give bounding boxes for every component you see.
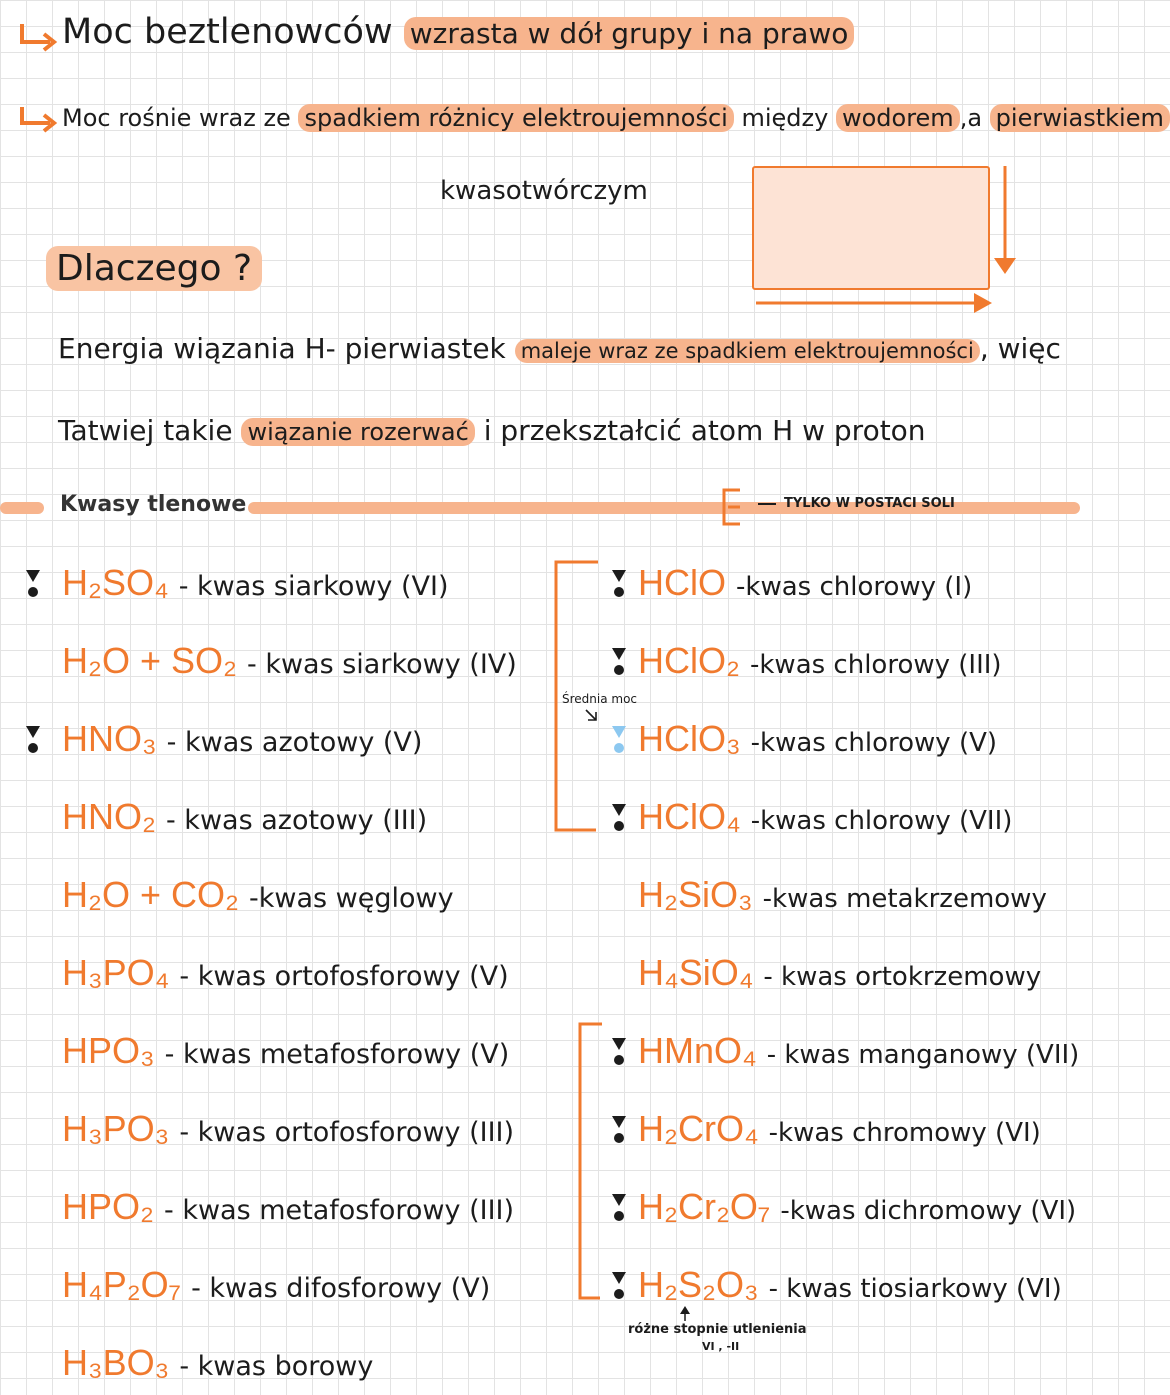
oxidation-states-note: różne stopnie utlenienia [628, 1322, 807, 1337]
header-line-2-between: między [741, 104, 829, 132]
left-acid-name: - kwas ortofosforowy (V) [179, 961, 509, 992]
header-line-1-prefix: Moc beztlenowców [62, 12, 393, 52]
section-divider-left [0, 502, 44, 514]
left-acid-name: - kwas difosforowy (V) [191, 1273, 491, 1304]
bullet-icon [612, 648, 626, 678]
left-acid-formula: H₂SO₄ [62, 562, 169, 603]
header-arrow-2 [16, 105, 60, 139]
header-line-2-highlight-difference: spadkiem różnicy elektroujemności [298, 104, 733, 132]
left-acid-row [62, 796, 427, 838]
right-acid-name: - kwas tiosiarkowy (VI) [768, 1274, 1062, 1304]
left-acid-formula: H₂O + CO₂ [62, 874, 239, 915]
right-acid-formula: HMnO₄ [638, 1030, 757, 1071]
bullet-icon [612, 570, 626, 600]
right-acid-name: - kwas manganowy (VII) [766, 1040, 1080, 1070]
down-arrow-icon [992, 166, 1022, 282]
right-acid-row [638, 640, 1002, 682]
bullet-icon [26, 726, 40, 756]
header-line-1 [62, 12, 854, 52]
bullet-icon [612, 1038, 626, 1068]
right-acid-name: -kwas chlorowy (V) [750, 728, 998, 758]
oxidation-states-values: VI , -II [702, 1340, 740, 1353]
right-acid-row [638, 796, 1012, 838]
left-acid-row [62, 874, 454, 916]
left-acid-row [62, 640, 517, 682]
header-line-2-element: pierwiastkiem [990, 104, 1170, 132]
right-acid-row [638, 1108, 1041, 1150]
section-divider-right [248, 502, 1080, 514]
why-line-2-highlight: wiązanie rozerwać [241, 418, 474, 446]
bullet-icon [612, 1194, 626, 1224]
header-line-2-a: Moc rośnie wraz ze [62, 104, 291, 132]
bullet-icon [612, 1116, 626, 1146]
left-acid-formula: HNO₂ [62, 796, 156, 837]
why-line-2-c: i przekształcić atom H w proton [483, 414, 926, 447]
right-acid-name: -kwas chlorowy (III) [749, 650, 1002, 680]
left-acid-name: - kwas metafosforowy (V) [164, 1039, 510, 1070]
why-heading: Dlaczego ? [46, 246, 262, 291]
left-acid-name: - kwas azotowy (V) [166, 727, 423, 758]
left-acid-row [62, 1264, 490, 1306]
section-title: Kwasy tlenowe [60, 492, 247, 517]
right-acid-row [638, 562, 972, 604]
right-acid-row [638, 718, 997, 760]
left-acid-formula: H₃PO₃ [62, 1108, 170, 1149]
right-acid-formula: H₄SiO₄ [638, 952, 754, 993]
right-acid-formula: H₂S₂O₃ [638, 1264, 759, 1305]
left-acid-name: - kwas siarkowy (IV) [247, 649, 517, 680]
right-acid-name: -kwas dichromowy (VI) [780, 1196, 1077, 1226]
left-acid-name: - kwas ortofosforowy (III) [179, 1117, 515, 1148]
left-acid-row [62, 1108, 514, 1150]
right-acid-row [638, 1030, 1079, 1072]
bullet-icon [612, 804, 626, 834]
why-line-1-c: , więc [979, 332, 1061, 365]
header-line-2-hydrogen: wodorem [836, 104, 960, 132]
right-acid-formula: H₂Cr₂O₇ [638, 1186, 771, 1227]
bullet-icon [26, 570, 40, 600]
left-acid-formula: H₃PO₄ [62, 952, 170, 993]
header-line-2-and: ,a [959, 104, 983, 132]
why-line-1 [58, 332, 1061, 365]
left-acid-row [62, 1186, 514, 1228]
medium-strength-note: Średnia moc [562, 692, 638, 706]
header-line-1-highlight: wzrasta w dół grupy i na prawo [404, 17, 855, 50]
left-acid-name: - kwas metafosforowy (III) [164, 1195, 515, 1226]
medium-arrow-icon [584, 708, 602, 730]
bullet-icon [612, 1272, 626, 1302]
right-acid-row [638, 1264, 1062, 1306]
right-acid-name: -kwas chlorowy (I) [736, 572, 973, 602]
left-acid-row [62, 1342, 373, 1384]
left-acid-formula: HPO₂ [62, 1186, 154, 1227]
left-acid-row [62, 952, 509, 994]
left-acid-formula: HNO₃ [62, 718, 157, 759]
right-acid-row [638, 952, 1041, 994]
header-line-3: kwasotwórczym [440, 176, 648, 206]
right-acid-name: -kwas chlorowy (VII) [750, 806, 1013, 836]
right-acid-formula: H₂CrO₄ [638, 1108, 759, 1149]
why-line-2 [58, 414, 926, 447]
right-acid-formula: HClO₂ [638, 640, 740, 681]
right-acid-formula: HClO₃ [638, 718, 741, 759]
left-acid-row [62, 718, 422, 760]
bullet-icon [612, 726, 626, 756]
header-line-2 [62, 104, 1170, 132]
right-acid-name: - kwas ortokrzemowy [763, 962, 1042, 992]
left-acid-formula: HPO₃ [62, 1030, 155, 1071]
left-acid-formula: H₄P₂O₇ [62, 1264, 182, 1305]
left-acid-name: - kwas azotowy (III) [165, 805, 428, 836]
left-acid-formula: H₂O + SO₂ [62, 640, 237, 681]
left-acid-row [62, 562, 448, 604]
periodic-trend-box [752, 166, 990, 290]
left-acid-row [62, 1030, 509, 1072]
why-line-1-highlight: maleje wraz ze spadkiem elektroujemności [515, 339, 980, 363]
right-acid-row [638, 874, 1047, 916]
header-arrow-1 [16, 22, 60, 56]
right-acid-row [638, 1186, 1076, 1228]
right-arrow-icon [756, 290, 996, 320]
left-acid-name: - kwas siarkowy (VI) [178, 571, 449, 602]
left-acid-formula: H₃BO₃ [62, 1342, 170, 1383]
right-acid-formula: HClO₄ [638, 796, 741, 837]
salt-note: TYLKO W POSTACI SOLI [784, 496, 955, 511]
right-acid-name: -kwas metakrzemowy [762, 884, 1047, 914]
right-acid-name: -kwas chromowy (VI) [768, 1118, 1041, 1148]
why-line-1-a: Energia wiązania H- pierwiastek [58, 332, 506, 365]
why-line-2-a: Tatwiej takie [58, 414, 233, 447]
left-acid-name: - kwas borowy [179, 1351, 374, 1382]
salt-bracket-icon [718, 488, 778, 532]
left-acid-name: -kwas węglowy [248, 883, 454, 914]
bracket-metal-group [576, 1020, 606, 1308]
right-acid-formula: H₂SiO₃ [638, 874, 753, 915]
right-acid-formula: HClO [638, 562, 726, 603]
